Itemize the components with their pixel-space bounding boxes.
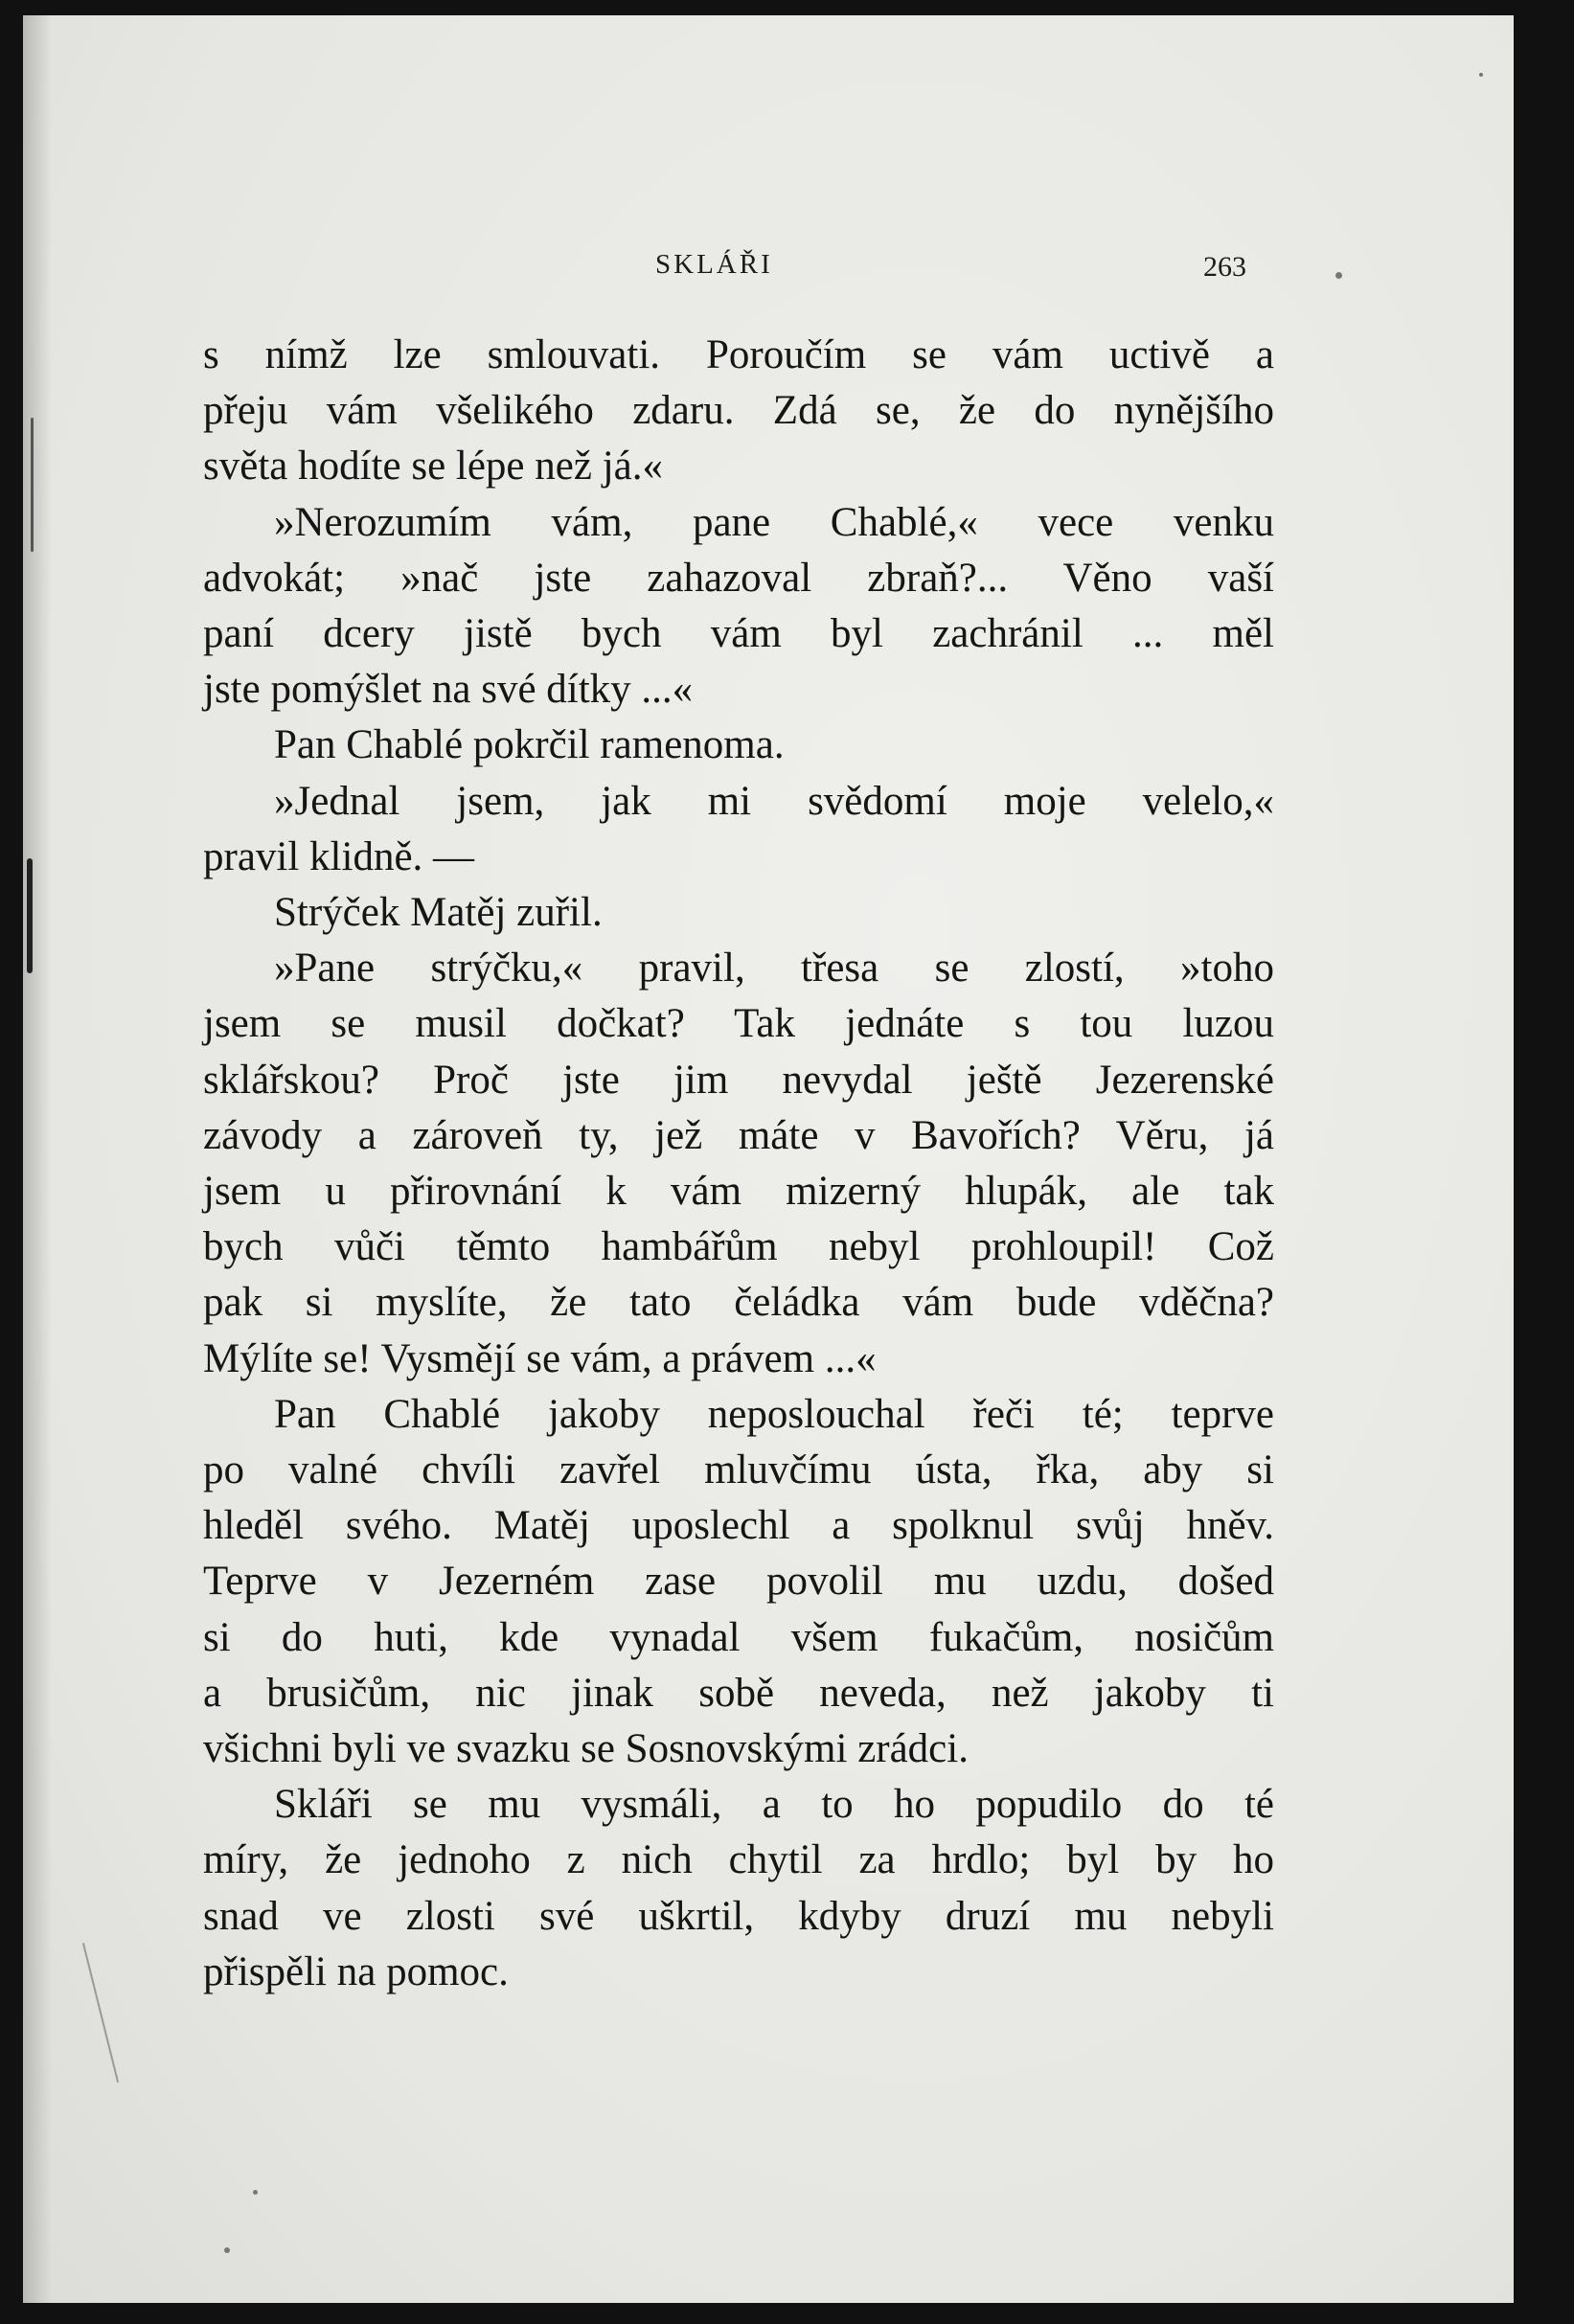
text-line: Pan Chablé jakoby neposlouchal řeči té; teprve [274,1391,1274,1437]
body-text [203,328,1274,2000]
text-line: závody a zároveň ty, jež máte v Bavořích? Věru, já [203,1112,1274,1158]
text-line: přispěli na pomoc. [203,1948,509,1994]
text-line: s nímž lze smlouvati. Poroučím se vám uctivě a [203,332,1274,377]
running-head-title: SKLÁŘI [655,249,773,280]
text-line: advokát; »nač jste zahazoval zbraň?... Věno vaší [203,555,1274,601]
scan-speck [224,2247,230,2253]
text-line: jste pomýšlet na své dítky ...« [203,667,694,713]
page-edge-mark [31,418,34,552]
text-line: Teprve v Jezerném zase povolil mu uzdu, došed [203,1559,1274,1605]
text-line: »Pane strýčku,« pravil, třesa se zlostí, »toho [274,946,1274,991]
text-line: snad ve zlosti své uškrtil, kdyby druzí mu nebyli [203,1893,1274,1939]
text-line: Pan Chablé pokrčil ramenoma. [274,722,785,768]
text-line: hleděl svého. Matěj uposlechl a spolknul svůj hněv. [203,1503,1274,1549]
text-line: bych vůči těmto hambářům nebyl prohloupil! Což [203,1224,1274,1270]
page-edge-mark [27,858,33,973]
text-line: pravil klidně. — [203,833,475,879]
text-line: si do huti, kde vynadal všem fukačům, nosičům [203,1614,1274,1660]
text-line: »Nerozumím vám, pane Chablé,« vece venku [274,499,1274,545]
text-line: přeju vám všelikého zdaru. Zdá se, že do nynějšího [203,388,1274,434]
text-line: jsem u přirovnání k vám mizerný hlupák, ale tak [203,1169,1274,1215]
text-line: všichni byli ve svazku se Sosnovskými zrádci. [203,1726,969,1772]
text-line: »Jednal jsem, jak mi svědomí moje velelo,« [274,778,1274,824]
text-line: po valné chvíli zavřel mluvčímu ústa, řka, aby si [203,1447,1274,1493]
text-line: světa hodíte se lépe než já.« [203,444,663,490]
page-number: 263 [1203,251,1246,283]
book-page [23,15,1514,2303]
text-line: paní dcery jistě bych vám byl zachránil ... měl [203,611,1274,657]
scan-speck [1335,272,1342,279]
text-line: a brusičům, nic jinak sobě neveda, než jakoby ti [203,1670,1274,1716]
scan-speck [1479,73,1483,77]
text-line: míry, že jednoho z nich chytil za hrdlo; byl by ho [203,1837,1274,1883]
text-line: Strýček Matěj zuřil. [274,890,603,936]
text-line: sklářskou? Proč jste jim nevydal ještě Jezerenské [203,1057,1274,1103]
text-line: jsem se musil dočkat? Tak jednáte s tou luzou [203,1001,1274,1047]
page-edge-mark [82,1943,119,2083]
scan-speck [253,2190,258,2195]
binding-shadow [23,15,52,2303]
text-line: Skláři se mu vysmáli, a to ho popudilo do té [274,1782,1274,1828]
text-line: Mýlíte se! Vysmějí se vám, a právem ...« [203,1335,877,1381]
text-line: pak si myslíte, že tato čeládka vám bude vděčna? [203,1280,1274,1326]
